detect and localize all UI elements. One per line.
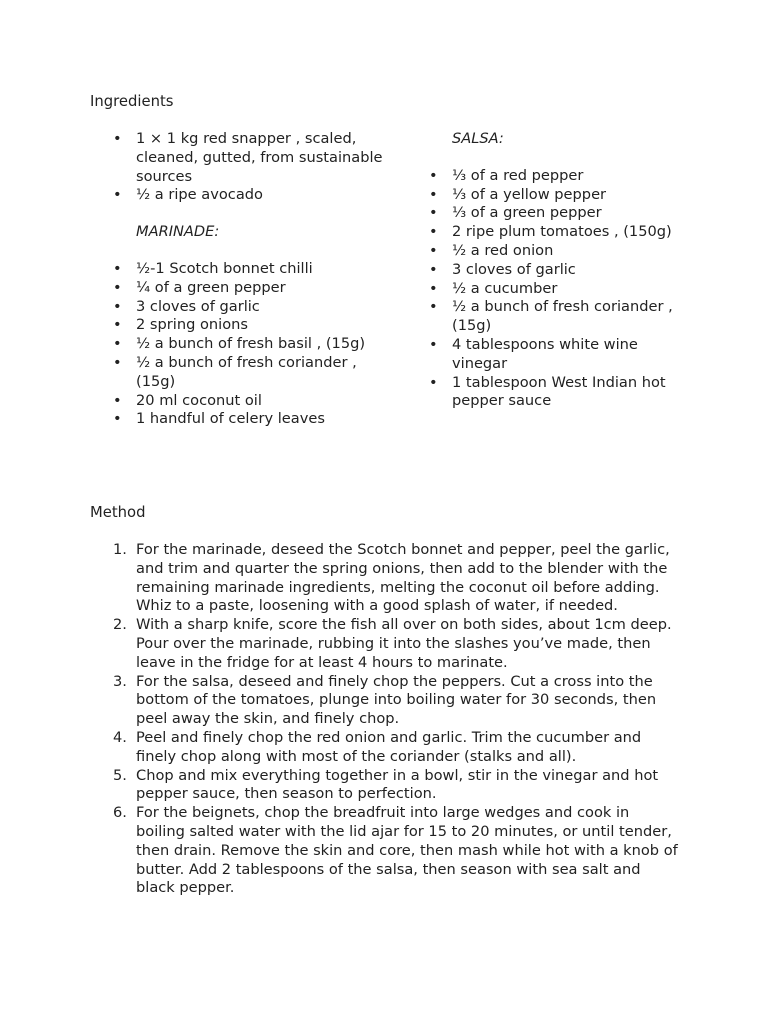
list-item: • ⅓ of a yellow pepper (425, 186, 687, 205)
step-text: With a sharp knife, score the fish all over on both sides, about 1cm deep. Pour over the marinade, rubbing it into the slashes you’ve made, then leave in the fridge for at least 4 hours to marinate. (136, 616, 672, 671)
method-steps-list (109, 541, 681, 898)
main-ingredients-list (109, 130, 391, 205)
list-item: • ½ a bunch of fresh coriander , (15g) (109, 354, 391, 392)
ingredients-right-column (425, 130, 687, 411)
method-step (109, 616, 681, 672)
list-item: • 3 cloves of garlic (109, 298, 391, 317)
list-item: • ¼ of a green pepper (109, 279, 391, 298)
step-text: Peel and finely chop the red onion and garlic. Trim the cucumber and finely chop along with most of the coriander (stalks and all). (136, 728, 642, 765)
step-number: 2. (113, 616, 127, 634)
step-text: For the beignets, chop the breadfruit into large wedges and cook in boiling salted water with the lid ajar for 15 to 20 minutes, or until tender, then drain. Remove the skin and core, then mash while hot with a knob of butter. Add 2 tablespoons of the salsa, then season with sea salt and black pepper. (136, 804, 678, 897)
list-item: • 4 tablespoons white wine vinegar (425, 336, 687, 374)
step-number: 3. (113, 672, 127, 690)
list-item: • ½ a bunch of fresh basil , (15g) (109, 335, 391, 354)
list-item: • ½-1 Scotch bonnet chilli (109, 260, 391, 279)
step-number: 4. (113, 728, 127, 746)
method-step (109, 804, 681, 898)
salsa-list (425, 167, 687, 411)
step-number: 1. (113, 541, 127, 558)
list-item: • ½ a red onion (425, 242, 687, 261)
list-item: • 1 × 1 kg red snapper , scaled, cleaned, gutted, from sustainable sources (109, 130, 391, 186)
ingredients-heading: Ingredients (90, 93, 174, 110)
step-text: For the salsa, deseed and finely chop the peppers. Cut a cross into the bottom of the tomatoes, plunge into boiling water for 30 seconds, then peel away the skin, and finely chop. (136, 672, 657, 728)
list-item: • ½ a bunch of fresh coriander , (15g) (425, 298, 687, 336)
ingredients-left-column (109, 130, 391, 429)
list-item: • 3 cloves of garlic (425, 261, 687, 280)
method-step (109, 767, 681, 805)
salsa-heading: SALSA: (452, 130, 504, 147)
list-item: • ⅓ of a red pepper (425, 167, 687, 186)
list-item: • ½ a cucumber (425, 280, 687, 299)
list-item: • 1 tablespoon West Indian hot pepper sauce (425, 374, 687, 412)
list-item: • 20 ml coconut oil (109, 392, 391, 411)
method-heading: Method (90, 504, 146, 521)
method-step (109, 541, 681, 616)
list-item: • ½ a ripe avocado (109, 186, 391, 205)
marinade-heading: MARINADE: (136, 223, 220, 241)
step-number: 5. (113, 766, 127, 784)
method-step (109, 729, 681, 767)
step-text: Chop and mix everything together in a bowl, stir in the vinegar and hot pepper sauce, then season to perfection. (136, 766, 659, 803)
step-text: For the marinade, deseed the Scotch bonnet and pepper, peel the garlic, and trim and quarter the spring onions, then add to the blender with the remaining marinade ingredients, melting the coconut oil before adding. Whiz to a paste, loosening with a good splash of water, if needed. (136, 541, 670, 615)
list-item: • ⅓ of a green pepper (425, 204, 687, 223)
marinade-list (109, 260, 391, 429)
list-item: • 2 ripe plum tomatoes , (150g) (425, 223, 687, 242)
list-item: • 1 handful of celery leaves (109, 410, 391, 429)
list-item: • 2 spring onions (109, 316, 391, 335)
step-number: 6. (113, 804, 127, 822)
method-step (109, 673, 681, 729)
